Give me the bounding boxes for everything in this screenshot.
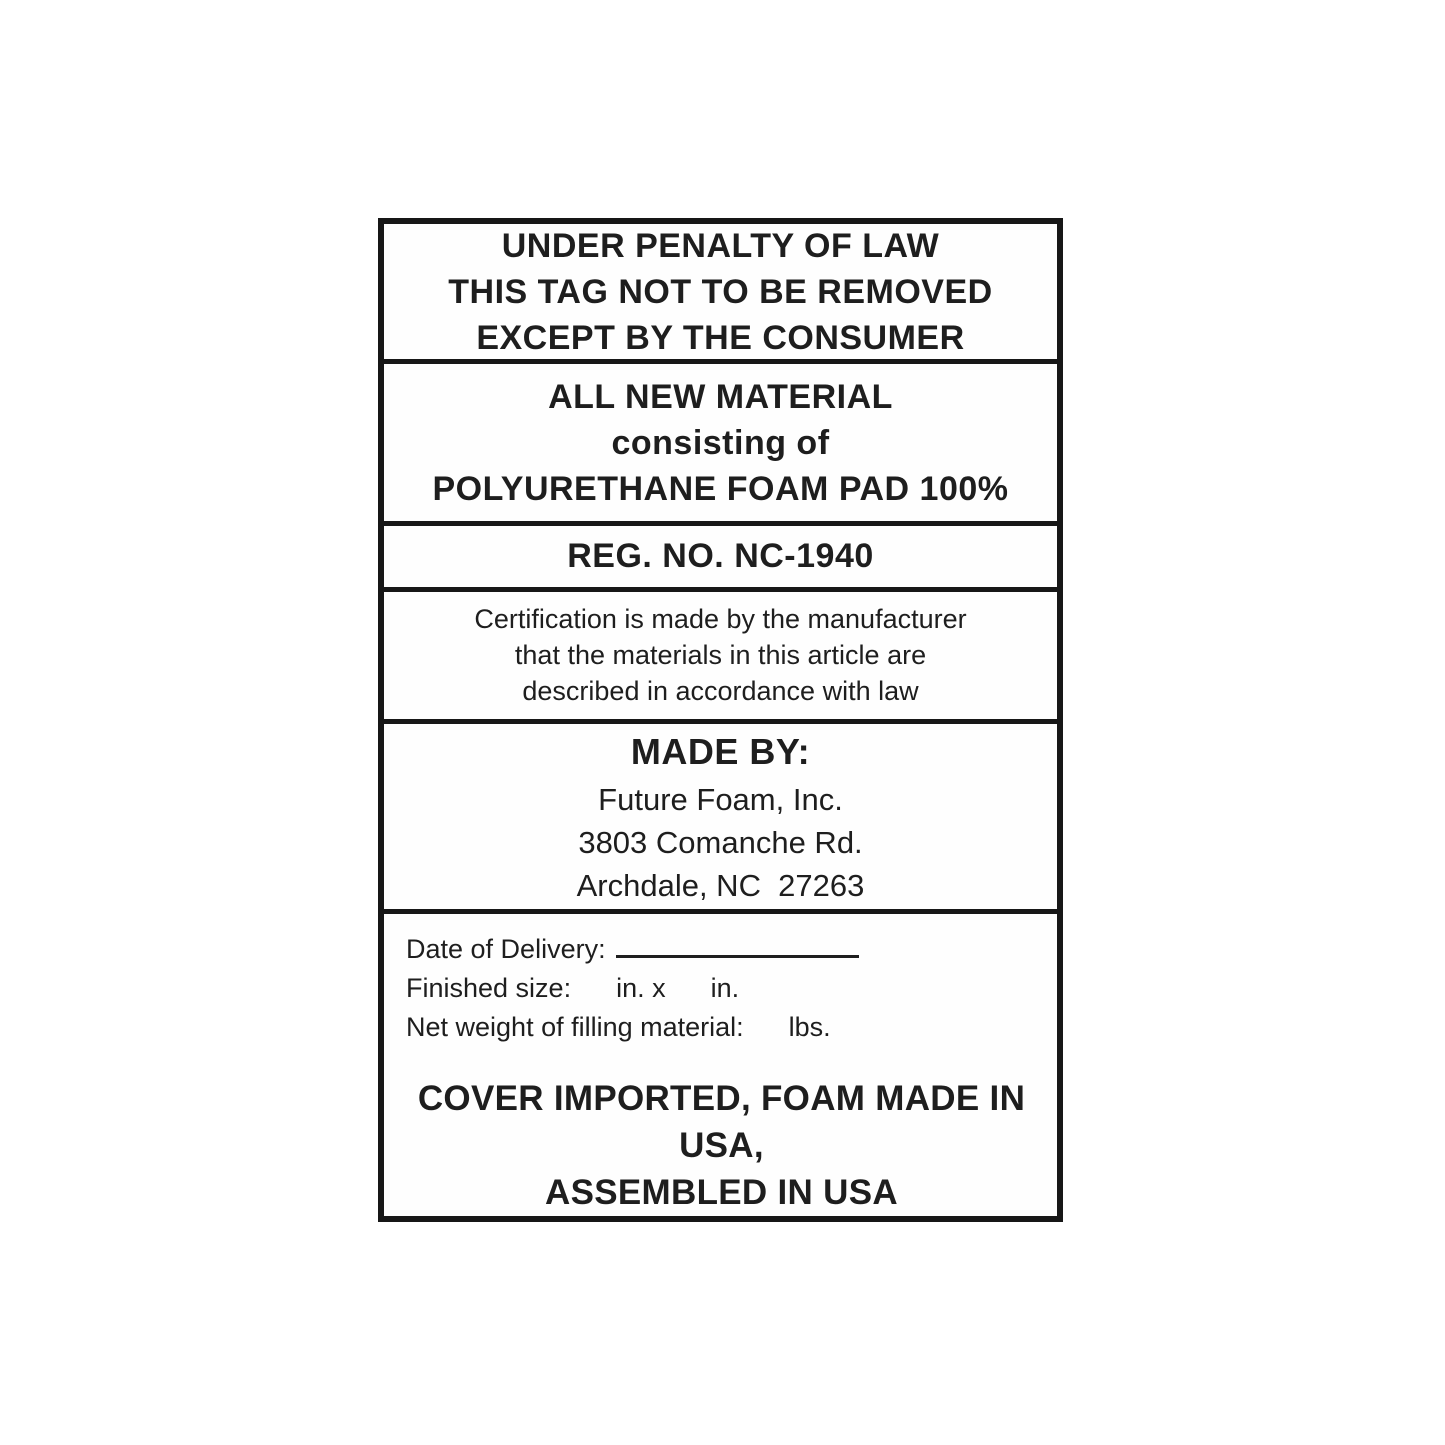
certification-line-1: Certification is made by the manufacturer bbox=[474, 604, 967, 635]
material-line-1: ALL NEW MATERIAL bbox=[548, 377, 893, 416]
registration-number: REG. NO. NC-1940 bbox=[567, 537, 874, 576]
material-section bbox=[384, 364, 1057, 526]
made-by-section bbox=[384, 724, 1057, 914]
date-of-delivery-line bbox=[406, 930, 1037, 969]
origin-statement bbox=[406, 1075, 1037, 1216]
certification-line-2: that the materials in this article are bbox=[514, 640, 927, 671]
date-of-delivery-label: Date of Delivery: bbox=[406, 934, 606, 964]
certification-section bbox=[384, 592, 1057, 724]
date-of-delivery-blank bbox=[616, 931, 859, 958]
penalty-line-1: UNDER PENALTY OF LAW bbox=[501, 226, 940, 265]
finished-size-line: Finished size: in. x in. bbox=[406, 973, 740, 1003]
material-line-2: consisting of bbox=[611, 423, 830, 462]
origin-line-2: ASSEMBLED IN USA bbox=[545, 1173, 898, 1212]
penalty-line-3: EXCEPT BY THE CONSUMER bbox=[476, 318, 965, 357]
material-line-3: POLYURETHANE FOAM PAD 100% bbox=[432, 469, 1009, 508]
origin-line-1: COVER IMPORTED, FOAM MADE IN USA, bbox=[417, 1079, 1036, 1165]
penalty-section bbox=[384, 224, 1057, 364]
made-by-heading: MADE BY: bbox=[630, 730, 811, 772]
delivery-section bbox=[384, 914, 1057, 1216]
penalty-line-2: THIS TAG NOT TO BE REMOVED bbox=[448, 272, 993, 311]
manufacturer-city-state-zip: Archdale, NC 27263 bbox=[576, 867, 865, 903]
manufacturer-street: 3803 Comanche Rd. bbox=[578, 824, 863, 860]
law-label-tag bbox=[378, 218, 1063, 1222]
manufacturer-name: Future Foam, Inc. bbox=[598, 781, 843, 817]
net-weight-line: Net weight of filling material: lbs. bbox=[406, 1012, 831, 1042]
registration-section bbox=[384, 526, 1057, 591]
certification-line-3: described in accordance with law bbox=[522, 676, 919, 707]
